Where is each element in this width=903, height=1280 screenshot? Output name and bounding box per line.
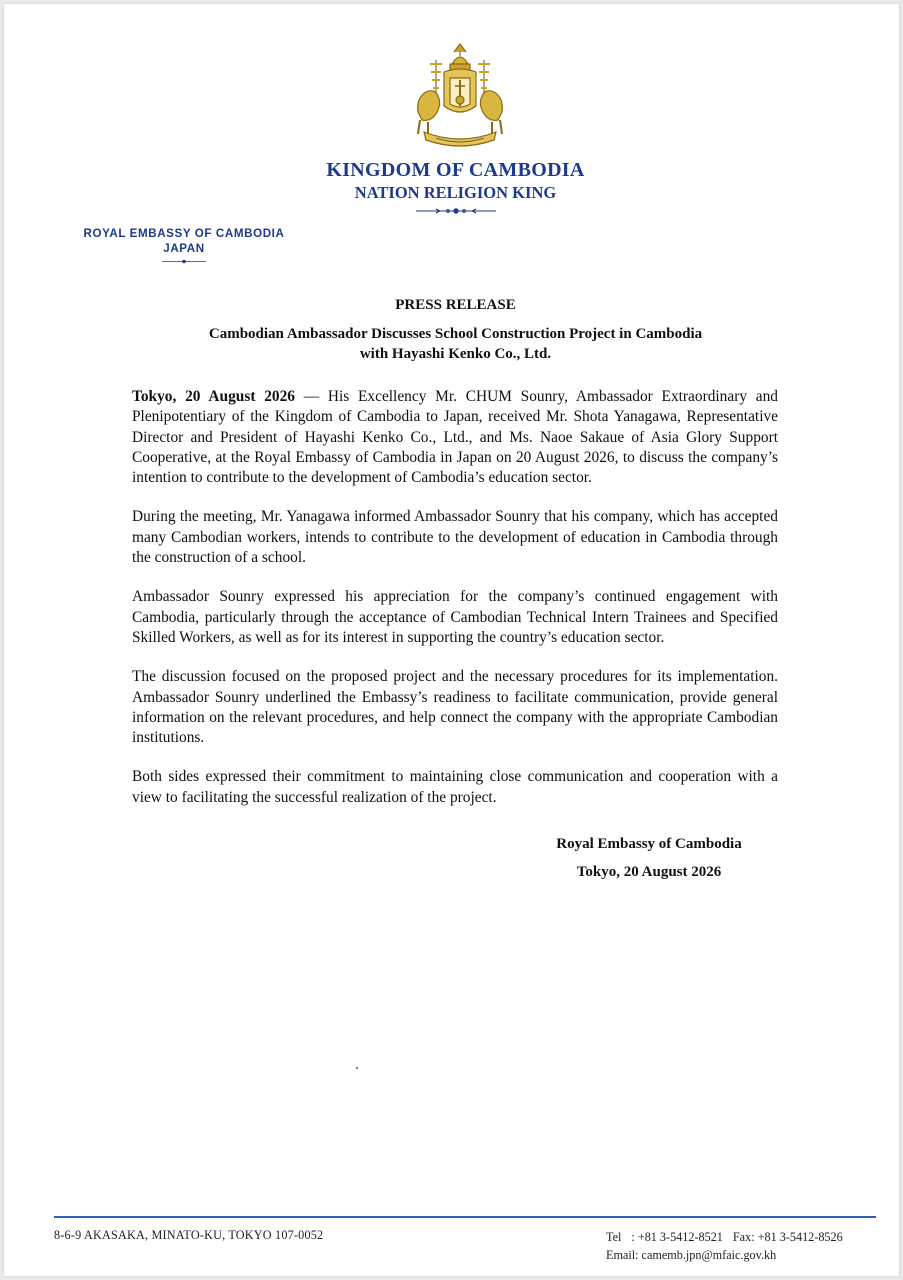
ornament-divider-small-icon <box>161 259 207 264</box>
tel-value: : +81 3-5412-8521 <box>631 1230 723 1244</box>
email-label: Email: <box>606 1248 639 1262</box>
paragraph-5: Both sides expressed their commitment to maintaining close communication and cooperation with a view to facilitating the successful realization of the project. <box>132 768 778 806</box>
kingdom-motto: NATION RELIGION KING <box>354 183 557 202</box>
signature-block <box>534 830 764 886</box>
dateline: Tokyo, 20 August 2026 <box>132 388 295 405</box>
fax-value: +81 3-5412-8526 <box>757 1230 843 1244</box>
fax-label: Fax: <box>732 1230 755 1244</box>
subject-line-2: with Hayashi Kenko Co., Ltd. <box>359 346 552 362</box>
email-value[interactable]: camemb.jpn@mfaic.gov.kh <box>641 1248 777 1262</box>
document-page <box>4 4 899 1276</box>
signature-issuer: Royal Embassy of Cambodia <box>556 836 742 852</box>
tel-label: Tel <box>606 1230 622 1244</box>
embassy-name: ROYAL EMBASSY OF CAMBODIA <box>83 227 285 240</box>
press-release-body <box>132 387 778 827</box>
paragraph-1-text: — His Excellency Mr. CHUM Sounry, Ambassador Extraordinary and Plenipotentiary of the Kingdom of Cambodia to Japan, received Mr. Shota Yanagawa, Representative Director and President of Hayashi Kenko Co., Ltd., and Ms. Naoe Sakaue of Asia Glory Support Cooperative, at the Royal Embassy of Cambodia in Japan on 20 August 2026, to discuss the company’s intention to contribute to the development of Cambodia’s education sector. <box>132 388 778 487</box>
paragraph-4: The discussion focused on the proposed project and the necessary procedures for its implementation. Ambassador Sounry underlined the Embassy’s readiness to facilitate communication, provide general information on the relevant procedures, and help connect the company with the appropriate Cambodian institutions. <box>132 668 778 747</box>
embassy-header <box>64 226 304 264</box>
footer-contact <box>606 1228 843 1264</box>
footer-divider <box>54 1216 876 1218</box>
signature-place-date: Tokyo, 20 August 2026 <box>576 864 722 880</box>
kingdom-header <box>4 158 903 215</box>
ornament-divider-icon <box>414 207 498 215</box>
subject-line-1: Cambodian Ambassador Discusses School Construction Project in Cambodia <box>208 326 703 342</box>
embassy-country: JAPAN <box>163 242 205 255</box>
press-release-heading: PRESS RELEASE <box>395 297 516 313</box>
paragraph-1 <box>132 387 778 488</box>
royal-arms-of-cambodia-icon <box>406 42 514 150</box>
scan-speck <box>356 1067 358 1069</box>
press-release-subject <box>4 324 903 364</box>
footer-phone-fax <box>606 1228 843 1246</box>
footer-address: 8-6-9 AKASAKA, MINATO-KU, TOKYO 107-0052 <box>54 1228 324 1242</box>
paragraph-3: Ambassador Sounry expressed his appreciation for the company’s continued engagement with Cambodia, particularly through the acceptance of Cambodian Technical Intern Trainees and Specified Skilled Workers, as well as for its interest in supporting the country’s education sector. <box>132 588 778 646</box>
footer-email <box>606 1246 843 1264</box>
kingdom-title: KINGDOM OF CAMBODIA <box>326 159 585 181</box>
paragraph-2: During the meeting, Mr. Yanagawa informed Ambassador Sounry that his company, which has accepted many Cambodian workers, intends to contribute to the development of education in Cambodia through the construction of a school. <box>132 508 778 567</box>
